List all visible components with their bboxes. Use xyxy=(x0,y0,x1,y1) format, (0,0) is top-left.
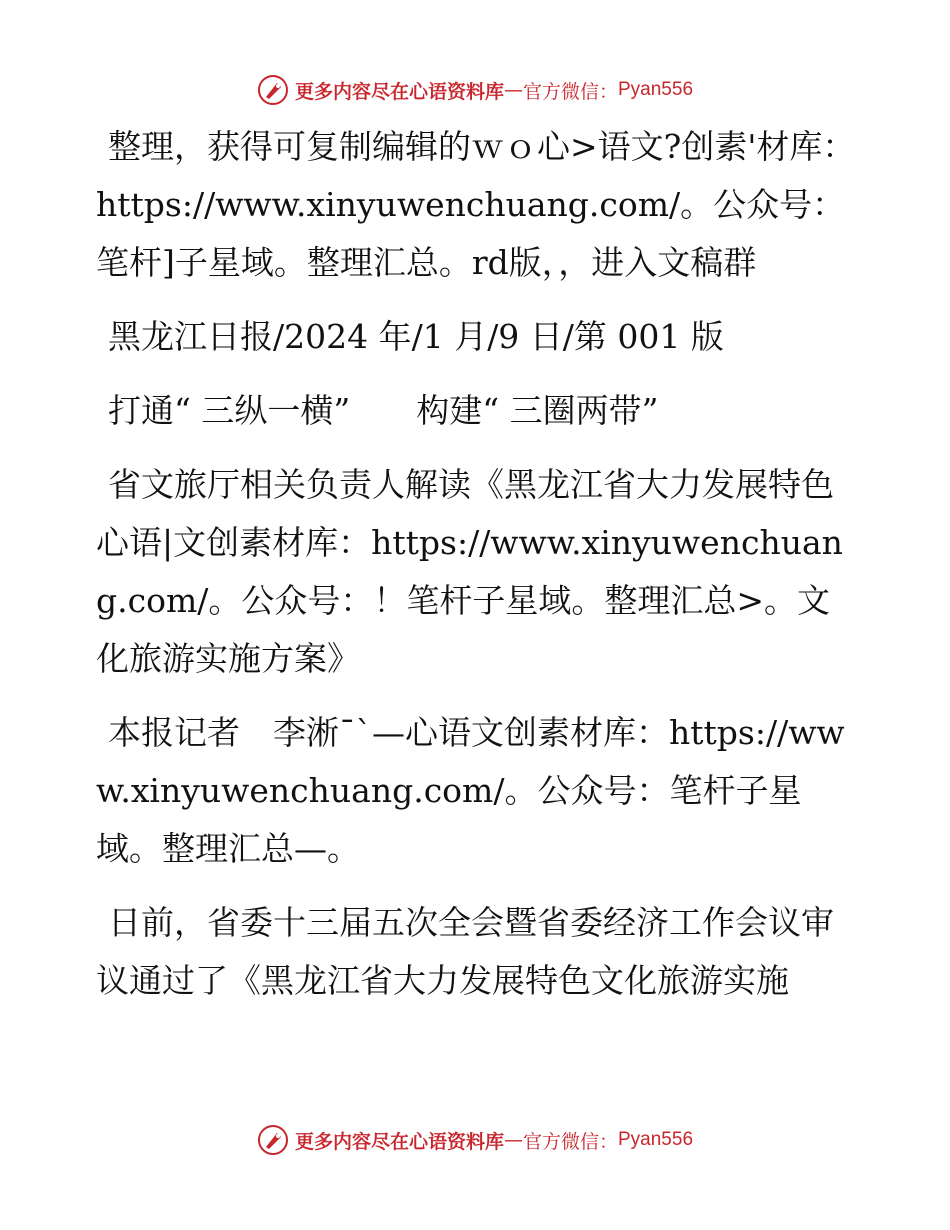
header-watermark xyxy=(0,72,950,108)
watermark-subtitle: 官方微信： xyxy=(522,1130,618,1153)
document-body xyxy=(96,118,856,1010)
paragraph-byline: 本报记者 李淅¯`—心语文创素材库：https://www.xinyuwenchuang.com/。公众号：笔杆子星域。整理汇总—。 xyxy=(96,713,845,868)
paragraph-body: 日前，省委十三届五次全会暨省委经济工作会议审议通过了《黑龙江省大力发展特色文化旅游实施 xyxy=(96,903,834,1000)
watermark-dash: — xyxy=(503,79,523,101)
watermark-dash: — xyxy=(503,1129,523,1151)
pen-nib-logo-icon xyxy=(257,1124,289,1156)
paragraph-headline: 打通“ 三纵一横” 构建“ 三圈两带” xyxy=(108,391,659,430)
watermark-subtitle: 官方微信： xyxy=(522,80,618,103)
footer-watermark xyxy=(0,1122,950,1158)
paragraph-source: 黑龙江日报/2024 年/1 月/9 日/第 001 版 xyxy=(108,317,724,356)
pen-nib-logo-icon xyxy=(257,74,289,106)
watermark-title: 更多内容尽在心语资料库 xyxy=(294,1130,504,1153)
paragraph-subheadline: 省文旅厅相关负责人解读《黑龙江省大力发展特色心语|文创素材库：https://www.xinyuwenchuang.com/。公众号：！笔杆子星域。整理汇总>。文化旅游实施方案》 xyxy=(96,465,843,678)
watermark-title: 更多内容尽在心语资料库 xyxy=(294,80,504,103)
watermark-wechat-id: Pyan556 xyxy=(618,1129,694,1150)
watermark-wechat-id: Pyan556 xyxy=(618,79,694,100)
paragraph-intro: 整理，获得可复制编辑的ｗｏ心>语文?创素'材库：https://www.xinyuwenchuang.com/。公众号：笔杆]子星域。整理汇总。rd版，，进入文稿群 xyxy=(96,127,856,282)
